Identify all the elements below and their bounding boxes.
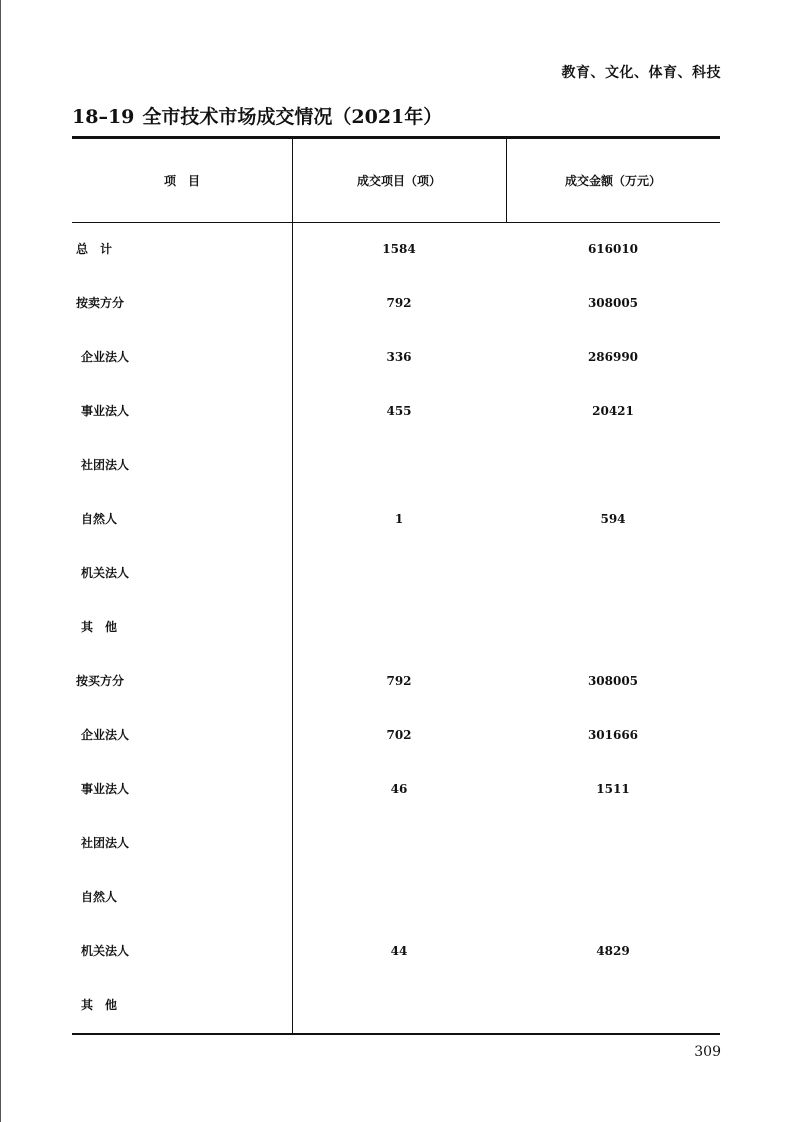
row-label: 自然人 — [81, 512, 118, 526]
row-deal-amount: 20421 — [592, 404, 634, 418]
row-deal-amount: 308005 — [587, 674, 639, 688]
row-label: 按买方分 — [76, 674, 125, 688]
table-row — [72, 222, 720, 276]
row-label: 其 他 — [81, 998, 118, 1012]
row-label: 总 计 — [76, 242, 113, 256]
table-row — [72, 762, 720, 816]
page-number: 309 — [694, 1044, 721, 1060]
row-label: 其 他 — [81, 620, 118, 634]
row-label: 社团法人 — [81, 458, 130, 472]
table-row — [72, 924, 720, 978]
row-deal-amount — [506, 438, 720, 492]
row-deal-amount: 4829 — [596, 944, 630, 958]
row-deal-amount: 286990 — [587, 350, 639, 364]
row-label: 社团法人 — [81, 836, 130, 850]
row-deal-amount — [506, 600, 720, 654]
table-row — [72, 438, 720, 492]
row-deal-count — [292, 816, 506, 870]
row-deal-count: 44 — [390, 944, 408, 958]
column-header-deal-amount: 成交金额（万元） — [564, 174, 661, 188]
row-label: 企业法人 — [81, 728, 130, 742]
row-deal-count — [292, 438, 506, 492]
row-label: 企业法人 — [81, 350, 130, 364]
table-row — [72, 870, 720, 924]
table-title — [72, 102, 442, 129]
row-deal-count: 702 — [386, 728, 412, 742]
row-deal-amount: 616010 — [587, 242, 639, 256]
row-label: 按卖方分 — [76, 296, 125, 310]
row-deal-count: 792 — [386, 296, 412, 310]
row-deal-amount — [506, 546, 720, 600]
column-header-deal-count: 成交项目（项） — [356, 174, 441, 188]
row-deal-amount — [506, 978, 720, 1032]
row-deal-amount — [506, 816, 720, 870]
row-deal-count: 46 — [390, 782, 408, 796]
row-deal-count — [292, 870, 506, 924]
column-header-item: 项 目 — [163, 174, 200, 188]
column-divider-header — [506, 139, 507, 222]
row-deal-count: 336 — [386, 350, 412, 364]
statistics-table — [72, 136, 720, 1035]
row-label: 自然人 — [81, 890, 118, 904]
table-row — [72, 384, 720, 438]
table-row — [72, 276, 720, 330]
table-row — [72, 654, 720, 708]
row-deal-count: 1584 — [382, 242, 416, 256]
chapter-header: 教育、文化、体育、科技 — [561, 65, 721, 81]
row-deal-count: 792 — [386, 674, 412, 688]
row-label: 事业法人 — [81, 782, 130, 796]
row-label: 事业法人 — [81, 404, 130, 418]
table-header-row — [72, 139, 720, 223]
row-deal-amount: 308005 — [587, 296, 639, 310]
row-label: 机关法人 — [81, 566, 130, 580]
row-deal-count — [292, 978, 506, 1032]
row-deal-amount — [506, 870, 720, 924]
table-row — [72, 978, 720, 1032]
page-edge-line — [0, 0, 1, 1122]
row-deal-count: 1 — [394, 512, 404, 526]
row-deal-count: 455 — [386, 404, 412, 418]
row-deal-count — [292, 600, 506, 654]
table-row — [72, 492, 720, 546]
table-row — [72, 546, 720, 600]
table-row — [72, 600, 720, 654]
row-deal-amount: 1511 — [596, 782, 630, 796]
row-deal-count — [292, 546, 506, 600]
row-label: 机关法人 — [81, 944, 130, 958]
table-row — [72, 816, 720, 870]
table-row — [72, 708, 720, 762]
table-number: 18–19 — [72, 106, 135, 128]
row-deal-amount: 301666 — [587, 728, 639, 742]
table-row — [72, 330, 720, 384]
row-deal-amount: 594 — [600, 512, 626, 526]
table-title-text: 全市技术市场成交情况（2021年） — [142, 106, 443, 128]
